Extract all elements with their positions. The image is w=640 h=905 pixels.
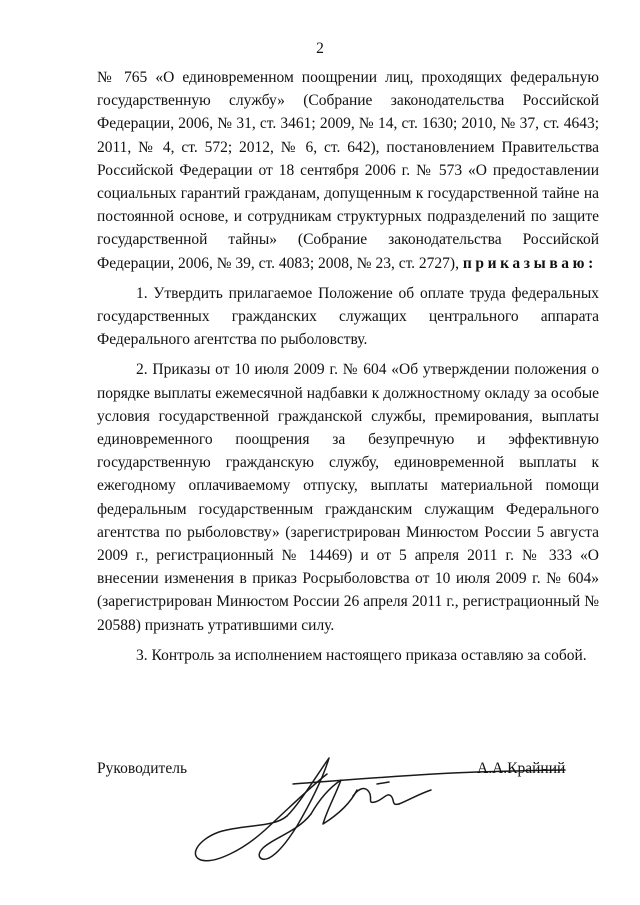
signature-block [97, 744, 599, 904]
signer-name: А.А.Крайний [477, 760, 566, 777]
paragraph-legal-basis [97, 66, 599, 275]
paragraph-item-2: 2. Приказы от 10 июля 2009 г. № 604 «Об утверждении положения о порядке выплаты ежемесячной надбавки к должностному окладу за особые условия государственной гражданской службы, премирования, выплаты единовременного поощрения за безупречную и эффективную государственную гражданскую службу, единовременной выплаты к ежегодному оплачиваемому отпуску, выплаты материальной помощи федеральным государственным гражданским служащим Федерального агентства по рыболовству» (зарегистрирован Минюстом России 5 августа 2009 г., регистрационный № 14469) и от 5 апреля 2011 г. № 333 «О внесении изменения в приказ Росрыболовства от 10 июля 2009 г. № 604» (зарегистрирован Минюстом России 26 апреля 2011 г., регистрационный № 20588) признать утратившими силу. [97, 361, 599, 634]
paragraph-legal-basis-text: № 765 «О единовременном поощрении лиц, проходящих федеральную государственную службу» (Собрание законодательства Российской Федерации, 2006, № 31, ст. 3461; 2009, № 14, ст. 1630; 2010, № 37, ст. 4643; 2011, № 4, ст. 572; 2012, № 6, ст. 642), постановлением Правительства Российской Федерации от 18 сентября 2006 г. № 573 «О предоставлении социальных гарантий гражданам, допущенным к государственной тайне на постоянной основе, и сотрудникам структурных подразделений по защите государственной тайны» (Собрание законодательства Российской Федерации, 2006, № 39, ст. 4083; 2008, № 23, ст. 2727), [97, 69, 599, 272]
page-number: 2 [316, 40, 324, 57]
order-keyword: приказываю: [462, 254, 597, 272]
document-body [97, 66, 599, 674]
signer-title: Руководитель [97, 760, 188, 777]
paragraph-item-3: 3. Контроль за исполнением настоящего приказа оставляю за собой. [136, 646, 587, 664]
paragraph-item-1: 1. Утвердить прилагаемое Положение об оплате труда федеральных государственных гражданских служащих центрального аппарата Федерального агентства по рыболовству. [97, 284, 599, 349]
